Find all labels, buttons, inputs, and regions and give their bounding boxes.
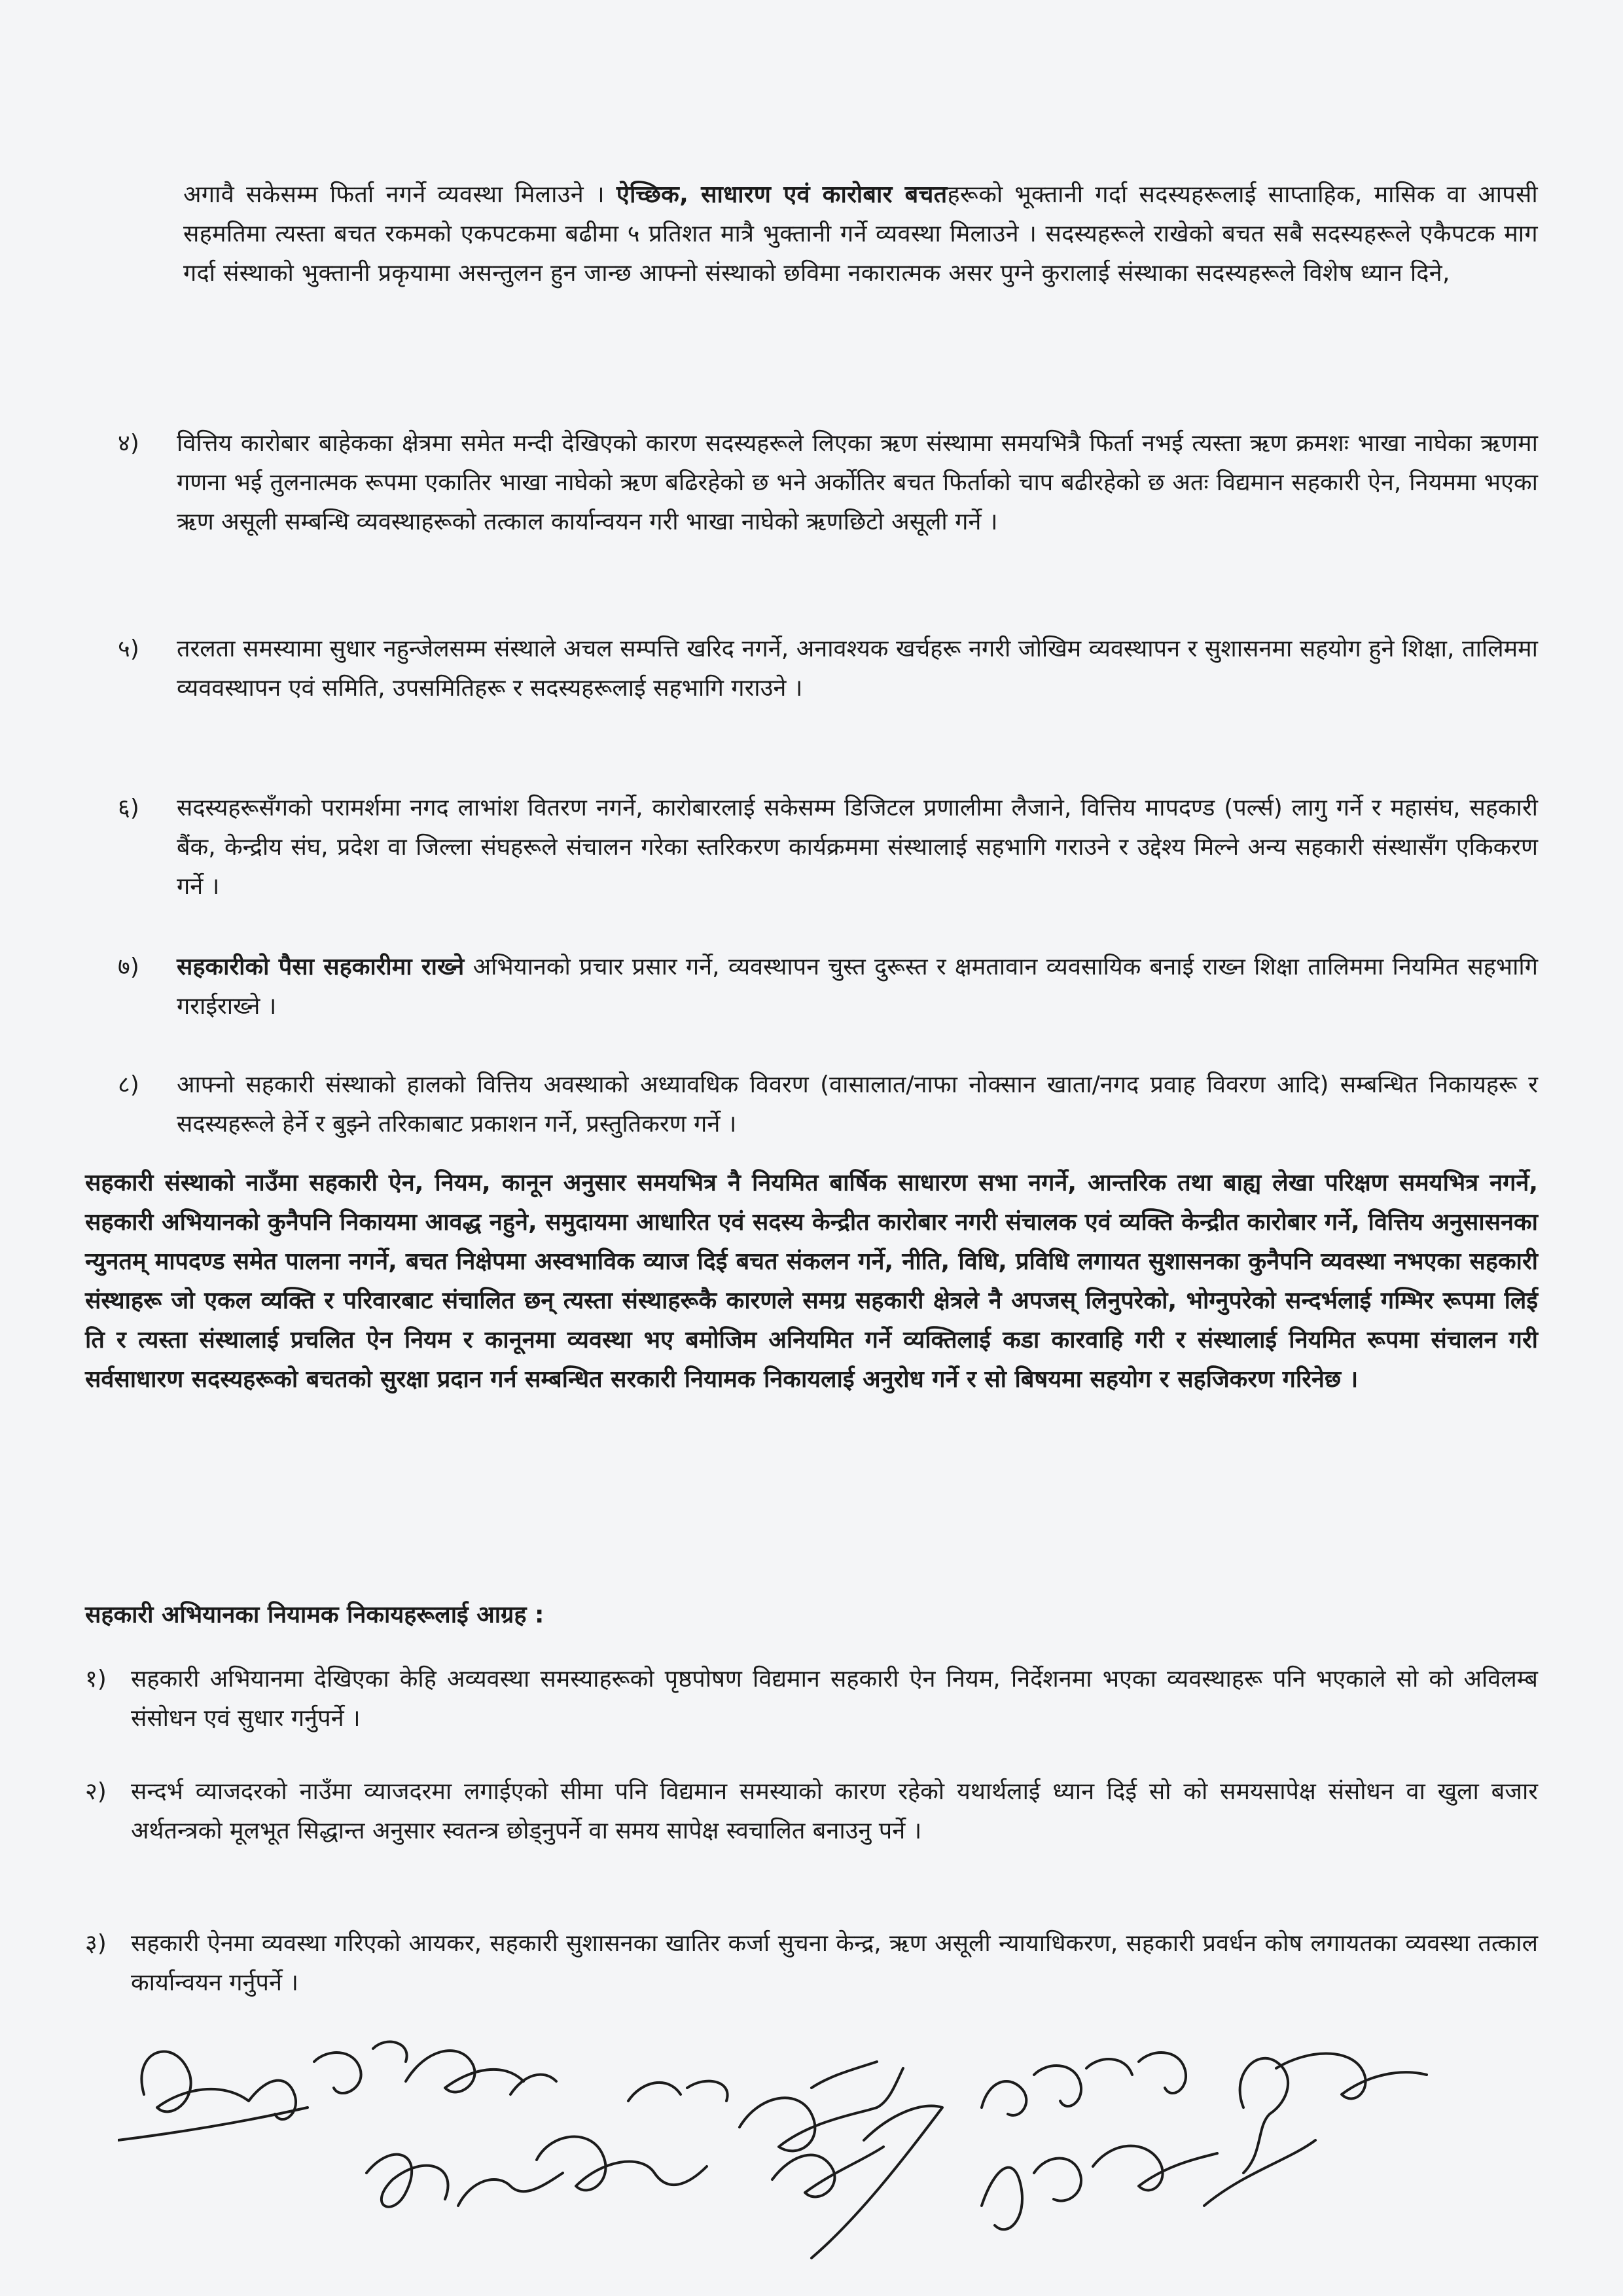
section-heading: सहकारी अभियानका नियामक निकायहरूलाई आग्रह :	[85, 1602, 544, 1628]
item-number: ३)	[85, 1930, 107, 1957]
intro-bold-text: ऐच्छिक, साधारण एवं कारोबार बचत	[616, 181, 948, 208]
item-number: ८)	[118, 1071, 139, 1098]
bold-paragraph: सहकारी संस्थाको नाउँमा सहकारी ऐन, नियम, कानून अनुसार समयभित्र नै नियमित बार्षिक साधारण सभा नगर्ने, आन्तरिक तथा बाह्य लेखा परिक्षण समयभित्र नगर्ने, सहकारी अभियानको कुनैपनि निकायमा आवद्ध नहुने, समुदायमा आधारित एवं सदस्य केन्द्रीत कारोबार नगरी संचालक एवं व्यक्ति केन्द्रीत कारोबार गर्ने, वित्तिय अनुसासनका न्युनतम् मापदण्ड समेत पालना नगर्ने, बचत निक्षेपमा अस्वभाविक व्याज दिई बचत संकलन गर्ने, नीति, विधि, प्रविधि लगायत सुशासनका कुनैपनि व्यवस्था नभएका सहकारी संस्थाहरू जो एकल व्यक्ति र परिवारबाट संचालित छन् त्यस्ता संस्थाहरूकै कारणले समग्र सहकारी क्षेत्रले नै अपजस् लिनुपरेको, भोग्नुपरेको सन्दर्भलाई गम्भिर रूपमा लिई ति र त्यस्ता संस्थालाई प्रचलित ऐन नियम र कानूनमा व्यवस्था भए बमोजिम अनियमित गर्ने व्यक्तिलाई कडा कारवाहि गरी र संस्थालाई नियमित रूपमा संचालन गरी सर्वसाधारण सदस्यहरूको बचतको सुरक्षा प्रदान गर्न सम्बन्धित सरकारी नियामक निकायलाई अनुरोध गर्ने र सो बिषयमा सहयोग र सहजिकरण गरिनेछ ।	[85, 1170, 1538, 1393]
item-number: ५)	[118, 636, 139, 662]
item-number: ७)	[118, 954, 139, 980]
signature-1	[118, 2042, 407, 2140]
item-text: तरलता समस्यामा सुधार नहुन्जेलसम्म संस्थाले अचल सम्पत्ति खरिद नगर्ने, अनावश्यक खर्चहरू नगरी जोखिम व्यवस्थापन र सुशासनमा सहयोग हुने शिक्षा, तालिममा व्यववस्थापन एवं समिति, उपसमितिहरू र सदस्यहरूलाई सहभागि गराउने ।	[177, 636, 1538, 702]
intro-text-1: अगावै सकेसम्म फिर्ता नगर्ने व्यवस्था मिलाउने ।	[183, 181, 605, 208]
signature-2	[366, 2051, 563, 2207]
item-text	[177, 948, 1538, 1026]
item-text: सहकारी अभियानमा देखिएका केहि अव्यवस्था समस्याहरूको पृष्ठपोषण विद्यमान सहकारी ऐन नियम, निर्देशनमा भएका व्यवस्थाहरू पनि भएकाले सो को अविलम्ब संसोधन एवं सुधार गर्नुपर्ने ।	[131, 1666, 1538, 1732]
item-text: वित्तिय कारोबार बाहेकका क्षेत्रमा समेत मन्दी देखिएको कारण सदस्यहरूले लिएका ऋण संस्थामा समयभित्रै फिर्ता नभई त्यस्ता ऋण क्रमशः भाखा नाघेका ऋणमा गणना भई तुलनात्मक रूपमा एकातिर भाखा नाघेको ऋण बढिरहेको छ भने अर्कोतिर बचत फिर्ताको चाप बढीरहेको छ अतः विद्यमान सहकारी ऐन, नियममा भएका ऋण असूली सम्बन्धि व्यवस्थाहरूको तत्काल कार्यान्वयन गरी भाखा नाघेको ऋणछिटो असूली गर्ने ।	[177, 430, 1538, 535]
item-text-rest: अभियानको प्रचार प्रसार गर्ने, व्यवस्थापन चुस्त दुरूस्त र क्षमतावान व्यवसायिक बनाई राख्न शिक्षा तालिममा नियमित सहभागि गराईराख्ने ।	[177, 954, 1538, 1020]
item-number: ४)	[118, 430, 139, 457]
signature-6	[982, 2053, 1217, 2229]
item-text: आफ्नो सहकारी संस्थाको हालको वित्तिय अवस्थाको अध्यावधिक विवरण (वासालात/नाफा नोक्सान खाता/नगद प्रवाह विवरण आदि) सम्बन्धित निकायहरू र सदस्यहरूले हेर्ने र बुझ्ने तरिकाबाट प्रकाशन गर्ने, प्रस्तुतिकरण गर्ने ।	[177, 1071, 1538, 1138]
item-text: सदस्यहरूसँगको परामर्शमा नगद लाभांश वितरण नगर्ने, कारोबारलाई सकेसम्म डिजिटल प्रणालीमा लैजाने, वित्तिय मापदण्ड (पर्ल्स) लागु गर्ने र महासंघ, सहकारी बैंक, केन्द्रीय संघ, प्रदेश वा जिल्ला संघहरूले संचालन गरेका स्तरिकरण कार्यक्रममा संस्थालाई सहभागि गराउने र उद्देश्य मिल्ने अन्य सहकारी संस्थासँग एकिकरण गर्ने ।	[177, 795, 1538, 900]
signatures-area	[118, 2009, 1505, 2265]
item-number: १)	[85, 1666, 107, 1693]
signature-4	[740, 2062, 903, 2151]
signature-7	[1204, 2054, 1427, 2206]
item-text: सहकारी ऐनमा व्यवस्था गरिएको आयकर, सहकारी सुशासनका खातिर कर्जा सुचना केन्द्र, ऋण असूली न्यायाधिकरण, सहकारी प्रवर्धन कोष लगायतका व्यवस्था तत्काल कार्यान्वयन गर्नुपर्ने ।	[131, 1930, 1538, 1996]
item-text: सन्दर्भ व्याजदरको नाउँमा व्याजदरमा लगाईएको सीमा पनि विद्यमान समस्याको कारण रहेको यथार्थलाई ध्यान दिई सो को समयसापेक्ष संसोधन वा खुला बजार अर्थतन्त्रको मूलभूत सिद्धान्त अनुसार स्वतन्त्र छोड्नुपर्ने वा समय सापेक्ष स्वचालित बनाउनु पर्ने ।	[131, 1778, 1538, 1844]
signature-3	[537, 2081, 728, 2191]
signature-5	[772, 2106, 942, 2258]
item-number: ६)	[118, 795, 139, 821]
item-number: २)	[85, 1778, 107, 1805]
intro-paragraph	[183, 175, 1538, 293]
intro-text-2: हरूको भूक्तानी गर्दा सदस्यहरूलाई साप्ताहिक, मासिक वा आपसी सहमतिमा त्यस्ता बचत रकमको एकपटकमा बढीमा ५ प्रतिशत मात्रै भुक्तानी गर्ने व्यवस्था मिलाउने । सदस्यहरूले राखेको बचत सबै सदस्यहरूले एकैपटक माग गर्दा संस्थाको भुक्तानी प्रकृयामा असन्तुलन हुन जान्छ आफ्नो संस्थाको छविमा नकारात्मक असर पुग्ने कुरालाई संस्थाका सदस्यहरूले विशेष ध्यान दिने,	[183, 181, 1538, 287]
campaign-name: सहकारीको पैसा सहकारीमा राख्ने	[177, 954, 465, 980]
